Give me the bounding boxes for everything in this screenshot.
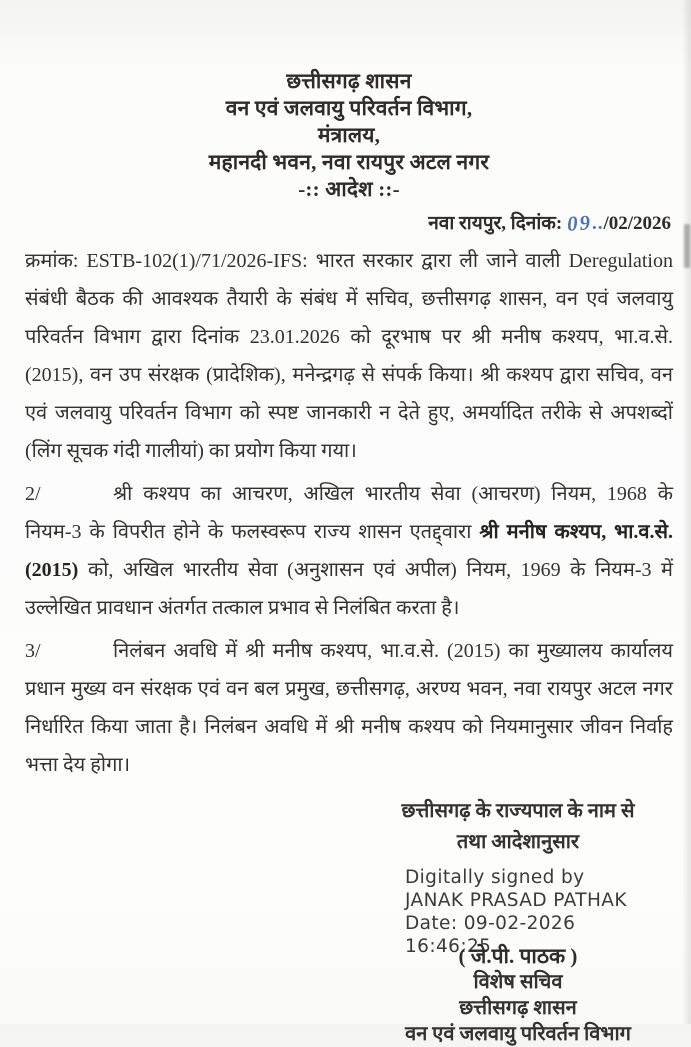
header-government-name: छत्तीसगढ़ शासन [286, 69, 412, 93]
digital-signature-date: Date: 09-02-2026 [405, 913, 576, 934]
digital-signature-name: JANAK PRASAD PATHAK [405, 890, 627, 911]
dateline-label: नवा रायपुर, दिनांक: [428, 213, 567, 234]
order-paragraph-2 [25, 475, 673, 627]
header-department-name: वन एवं जलवायु परिवर्तन विभाग, [225, 96, 473, 120]
paragraph-2-number: 2/ [25, 483, 41, 505]
header-office-name: मंत्रालय, [317, 123, 381, 147]
order-body [25, 242, 673, 784]
signatory-government: छत्तीसगढ़ शासन [459, 997, 577, 1019]
signature-block [357, 796, 679, 1047]
handwritten-date-ink: 09 [566, 210, 593, 236]
digital-signature-line-1: Digitally signed by [405, 867, 585, 888]
dateline-month-year: /02/2026 [603, 213, 671, 234]
signatory-printed-name: ( जे.पी. पाठक ) [458, 944, 578, 968]
paragraph-3-text: निलंबन अवधि में श्री मनीष कश्यप, भा.व.से. (2015) का मुख्यालय कार्यालय प्रधान मुख्य वन संरक्षक एवं वन बल प्रमुख, छत्तीसगढ़, अरण्य भवन, नवा रायपुर अटल नगर निर्धारित किया जाता है। निलंबन अवधि में श्री मनीष कश्यप को नियमानुसार जीवन निर्वाह भत्ता देय होगा। [25, 640, 673, 776]
paragraph-3-number: 3/ [25, 640, 41, 662]
order-paragraph-3 [25, 632, 673, 784]
signatory-designation: विशेष सचिव [473, 971, 563, 993]
header-address: महानदी भवन, नवा रायपुर अटल नगर [208, 150, 490, 174]
order-paragraph-1 [25, 242, 673, 470]
digital-signature-time: 16:46:25 [405, 936, 492, 957]
paragraph-1-text: क्रमांक: ESTB-102(1)/71/2026-IFS: भारत सरकार द्वारा ली जाने वाली Deregulation संबंधी बैठक की आवश्यक तैयारी के संबंध में सचिव, छत्तीसगढ़ शासन, वन एवं जलवायु परिवर्तन विभाग द्वारा दिनांक 23.01.2026 को दूरभाष पर श्री मनीष कश्यप, भा.व.से. (2015), वन उप संरक्षक (प्रादेशिक), मनेन्द्रगढ़ से संपर्क किया। श्री कश्यप द्वारा सचिव, वन एवं जलवायु परिवर्तन विभाग को स्पष्ट जानकारी न देते हुए, अमर्यादित तरीके से अपशब्दों (लिंग सूचक गंदी गालीयां) का प्रयोग किया गया। [25, 250, 673, 462]
date-blank-dots: .. [591, 213, 604, 234]
authority-line-2: तथा आदेशानुसार [456, 831, 580, 853]
place-date-line [25, 210, 673, 236]
paragraph-2-text-before: श्री कश्यप का आचरण, अखिल भारतीय सेवा (आचरण) नियम, 1968 के नियम-3 के विपरीत होने के फलस्वरूप राज्य शासन एतद्द्वारा [25, 483, 673, 543]
signatory-department: वन एवं जलवायु परिवर्तन विभाग [405, 1023, 631, 1045]
paragraph-2-officer-name-bold: श्री मनीष कश्यप, भा.व.से. (2015) [25, 521, 674, 581]
document-header [25, 68, 673, 203]
order-title: -:: आदेश ::- [298, 177, 400, 201]
paragraph-2-text-after: को, अखिल भारतीय सेवा (अनुशासन एवं अपील) नियम, 1969 के नियम-3 में उल्लेखित प्रावधान अंतर्गत तत्काल प्रभाव से निलंबित करता है। [25, 559, 673, 619]
authority-line-1: छत्तीसगढ़ के राज्यपाल के नाम से [401, 800, 635, 822]
